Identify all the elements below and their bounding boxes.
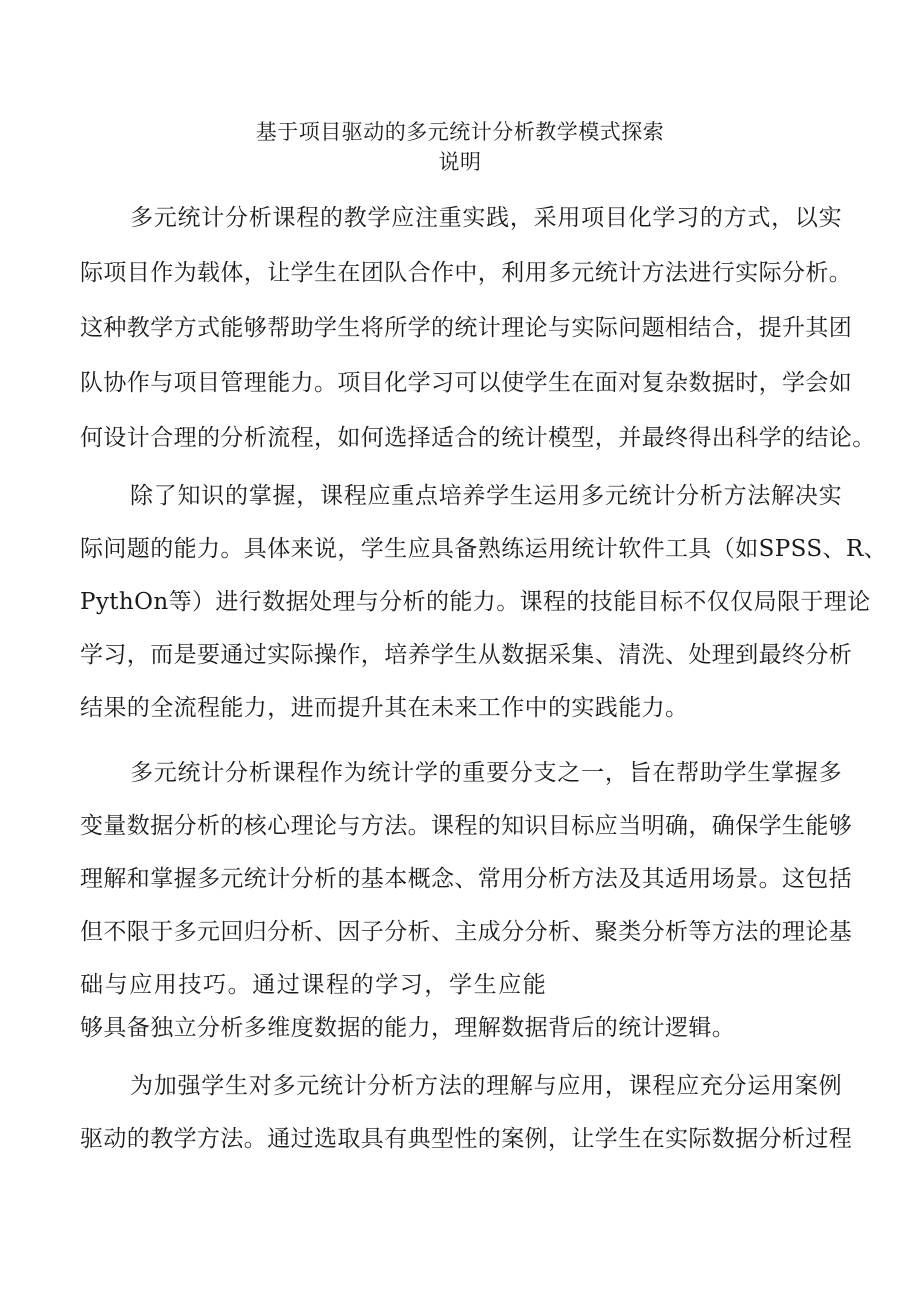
- document-title: 基于项目驱动的多元统计分析教学模式探索: [255, 120, 665, 144]
- paragraph-line: 多元统计分析课程的教学应注重实践，采用项目化学习的方式，以实: [130, 205, 842, 231]
- paragraph-line: 际项目作为载体，让学生在团队合作中，利用多元统计方法进行实际分析。: [80, 260, 853, 286]
- paragraph-line: 够具备独立分析多维度数据的能力，理解数据背后的统计逻辑。: [80, 1015, 736, 1041]
- paragraph-line: 础与应用技巧。通过课程的学习，学生应能: [80, 972, 548, 998]
- paragraph-line: 这种教学方式能够帮助学生将所学的统计理论与实际问题相结合，提升其团: [80, 315, 853, 341]
- paragraph-line: 队协作与项目管理能力。项目化学习可以使学生在面对复杂数据时，学会如: [80, 370, 853, 396]
- paragraph-line: 多元统计分析课程作为统计学的重要分支之一，旨在帮助学生掌握多: [130, 760, 842, 786]
- paragraph-line: 但不限于多元回归分析、因子分析、主成分分析、聚类分析等方法的理论基: [80, 919, 853, 945]
- paragraph-line: 为加强学生对多元统计分析方法的理解与应用，课程应充分运用案例: [130, 1073, 842, 1099]
- document-subtitle: 说明: [438, 150, 482, 174]
- paragraph-line: 何设计合理的分析流程，如何选择适合的统计模型，并最终得出科学的结论。: [80, 425, 876, 451]
- paragraph-line: 变量数据分析的核心理论与方法。课程的知识目标应当明确，确保学生能够: [80, 813, 853, 839]
- paragraph-line: 除了知识的掌握，课程应重点培养学生运用多元统计分析方法解决实: [130, 483, 842, 509]
- paragraph-line: 理解和掌握多元统计分析的基本概念、常用分析方法及其适用场景。这包括: [80, 866, 853, 892]
- paragraph-line: PythOn等）进行数据处理与分析的能力。课程的技能目标不仅仅局限于理论: [80, 589, 871, 615]
- paragraph-line: 驱动的教学方法。通过选取具有典型性的案例，让学生在实际数据分析过程: [80, 1126, 853, 1152]
- paragraph-line: 际问题的能力。具体来说，学生应具备熟练运用统计软件工具（如SPSS、R、: [80, 536, 888, 562]
- paragraph-line: 学习，而是要通过实际操作，培养学生从数据采集、清洗、处理到最终分析: [80, 642, 853, 668]
- paragraph-line: 结果的全流程能力，进而提升其在未来工作中的实践能力。: [80, 695, 689, 721]
